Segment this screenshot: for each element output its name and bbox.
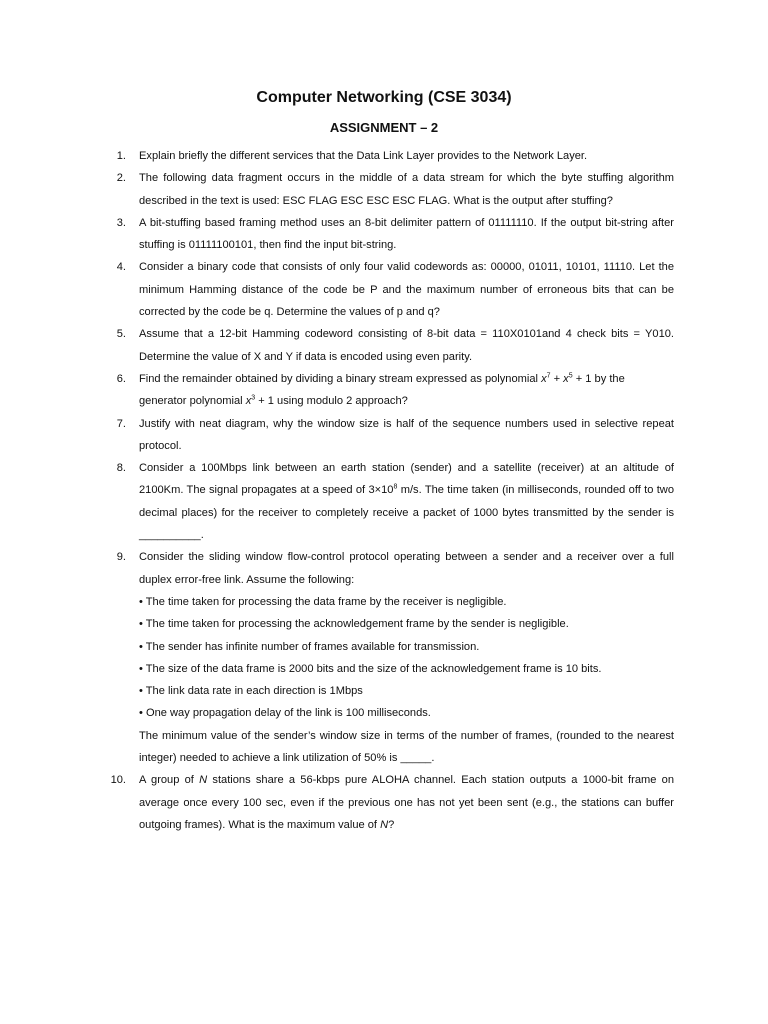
question-text-part: Consider a 100Mbps link between an earth station (sender) and a satellite (receiver) at an altitude of 2100Km. The signal propagates at a speed of 3×10 (139, 462, 674, 497)
question-closing: The minimum value of the sender’s window size in terms of the number of frames, (rounded to the nearest integer) needed to achieve a link utilization of 50% is _____. (139, 729, 674, 765)
question-text: A bit-stuffing based framing method uses an 8-bit delimiter pattern of 01111110. If the output bit-string after stuffing is 01111100101, then find the input bit-string. (139, 216, 674, 252)
question-number: 4. (116, 261, 126, 274)
question-text (139, 457, 674, 546)
bullet-item: • One way propagation delay of the link is 100 milliseconds. (139, 707, 431, 720)
question-number: 1. (116, 150, 126, 162)
question-text-line (139, 390, 674, 412)
question-2 (0, 167, 674, 212)
question-9 (0, 546, 674, 769)
question-text (139, 368, 674, 413)
question-number: 6. (116, 372, 126, 385)
assignment-heading: ASSIGNMENT – 2 (329, 120, 439, 135)
question-text-part: ? (388, 818, 395, 831)
question-list (0, 145, 768, 836)
question-number: 9. (116, 551, 126, 564)
question-text (139, 546, 674, 769)
math-exponent: 7 (546, 372, 551, 380)
question-text: The following data fragment occurs in the middle of a data stream for which the byte stuffing algorithm described in the text is used: ESC FLAG ESC ESC ESC FLAG. What is the output after stuffing? (139, 172, 674, 207)
math-variable: N (199, 774, 208, 787)
question-8 (0, 457, 674, 546)
math-operator: + (550, 372, 564, 385)
question-text-part: m/s. The time taken (in milliseconds, rounded off to two decimal places) for the receiver to completely receive a packet of 1000 bytes transmitted by the sender is __________. (139, 484, 674, 542)
question-number: 5. (116, 328, 126, 341)
question-7 (0, 413, 674, 458)
math-variable: x (541, 372, 547, 385)
question-3 (0, 212, 674, 257)
question-number: 8. (116, 462, 126, 475)
question-text: Assume that a 12-bit Hamming codeword consisting of 8-bit data = 110X0101and 4 check bits = Y010. Determine the value of X and Y if data is encoded using even parity. (139, 328, 674, 363)
math-variable: x (563, 372, 569, 385)
math-exponent: 5 (568, 372, 573, 380)
question-number: 2. (116, 172, 126, 185)
math-exponent: 3 (251, 394, 256, 402)
document-title: Computer Networking (CSE 3034) (256, 89, 512, 106)
math-variable: x (245, 395, 252, 408)
question-text: Justify with neat diagram, why the window size is half of the sequence numbers used in selective repeat protocol. (139, 417, 674, 452)
question-1 (0, 145, 674, 167)
bullet-item: • The link data rate in each direction is 1Mbps (139, 685, 363, 698)
question-text-part: + 1 using modulo 2 approach? (255, 395, 408, 408)
bullet-item: • The size of the data frame is 2000 bits and the size of the acknowledgement frame is 10 bits. (139, 662, 602, 675)
question-4 (0, 256, 674, 323)
bullet-item: • The time taken for processing the acknowledgement frame by the sender is negligible. (139, 618, 569, 631)
question-6 (0, 368, 674, 413)
question-text-part: A group of (139, 774, 200, 787)
question-text-part: generator polynomial (139, 395, 246, 408)
question-text-part: Find the remainder obtained by dividing a binary stream expressed as polynomial (139, 372, 542, 385)
question-number: 3. (116, 216, 126, 229)
question-text-part: + 1 by the (572, 372, 625, 385)
bullet-item: • The time taken for processing the data frame by the receiver is negligible. (139, 595, 507, 608)
question-number: 7. (116, 417, 126, 430)
math-variable: N (380, 818, 389, 831)
bullet-item: • The sender has infinite number of frames available for transmission. (139, 640, 480, 653)
question-10 (0, 769, 674, 836)
question-number: 10. (110, 774, 126, 787)
question-text: Consider a binary code that consists of only four valid codewords as: 00000, 01011, 10101, 11110. Let the minimum Hamming distance of the code be P and the maximum number of erroneous bits that can be corrected by the code be q. Determine the values of p and q? (139, 261, 674, 319)
question-intro: Consider the sliding window flow-control protocol operating between a sender and a receiver over a full duplex error-free link. Assume the following: (139, 551, 674, 586)
question-5 (0, 323, 674, 368)
question-text-part: stations share a 56-kbps pure ALOHA channel. Each station outputs a 1000-bit frame on average once every 100 sec, even if the previous one has not yet been sent (e.g., the stations can buffer outgoing frames). What is the maximum value of (139, 774, 674, 831)
question-text (139, 769, 674, 836)
math-exponent: 8 (393, 483, 398, 491)
question-text: Explain briefly the different services that the Data Link Layer provides to the Network Layer. (139, 150, 588, 162)
